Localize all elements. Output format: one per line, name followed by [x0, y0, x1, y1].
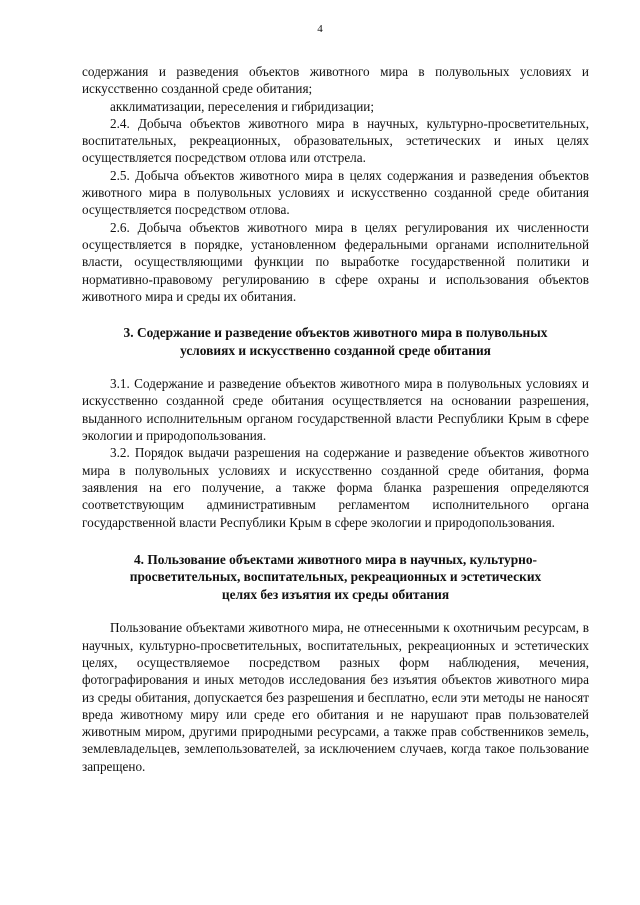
document-body [82, 63, 589, 775]
paragraph-2-6: 2.6. Добыча объектов животного мира в целях регулирования их численности осуществляется в порядке, установленном федеральными органами исполнительной власти, осуществляющими функции по выработке государственной политики и нормативно-правовому регулированию в сфере охраны и использования объектов животного мира и среды их обитания. [82, 219, 589, 304]
paragraph-2-4: 2.4. Добыча объектов животного мира в научных, культурно-просветительных, воспитательных, рекреационных, образовательных, эстетических и иных целях осуществляется посредством отлова или отстрела. [82, 115, 589, 166]
paragraph-2-3-tail: содержания и разведения объектов животного мира в полувольных условиях и искусственно созданной среде обитания; [82, 64, 589, 97]
section-4-heading-line-3: целях без изъятия их среды обитания [221, 586, 450, 602]
paragraph-4-1: Пользование объектами животного мира, не отнесенными к охотничьим ресурсам, в научных, культурно-просветительных, воспитательных, рекреационных и эстетических целях, осуществляемое посредством разных форм наблюдения, мечения, фотографирования и иных методов исследования без изъятия объектов животного мира из среды обитания, допускается без разрешения и бесплатно, если эти методы не наносят вреда животному миру или среде его обитания и не нарушают прав пользователей животным миром, другими природными ресурсами, а также прав собственников земель, землевладельцев, землепользователей, за исключением случаев, когда такое пользование запрещено. [82, 620, 589, 774]
paragraph-3-2: 3.2. Порядок выдачи разрешения на содержание и разведение объектов животного мира в полувольных условиях и искусственно созданной среде обитания, форма заявления на его получение, а также форма бланка разрешения определяются соответствующим административным регламентом исполнительного органа государственной власти Республики Крым в сфере экологии и природопользования. [82, 445, 589, 530]
section-4-heading-line-1: 4. Пользование объектами животного мира в научных, культурно- [133, 551, 538, 567]
paragraph-2-3-acclimatization: акклиматизации, переселения и гибридизации; [110, 98, 375, 114]
section-3-heading [82, 324, 589, 359]
section-4-heading [82, 551, 589, 604]
page-number: 4 [317, 23, 323, 35]
section-4-heading-line-2: просветительных, воспитательных, рекреационных и эстетических [129, 569, 542, 585]
paragraph-3-1: 3.1. Содержание и разведение объектов животного мира в полувольных условиях и искусственно созданной среде обитания осуществляется на основании разрешения, выданного исполнительным органом государственной власти Республики Крым в сфере экологии и природопользования. [82, 376, 589, 444]
section-3-heading-line-1: 3. Содержание и разведение объектов животного мира в полувольных [123, 325, 548, 341]
paragraph-2-5: 2.5. Добыча объектов животного мира в целях содержания и разведения объектов животного мира в полувольных условиях и искусственно созданной среде обитания осуществляется посредством отлова. [82, 167, 589, 218]
section-3-heading-line-2: условиях и искусственно созданной среде обитания [180, 342, 491, 358]
